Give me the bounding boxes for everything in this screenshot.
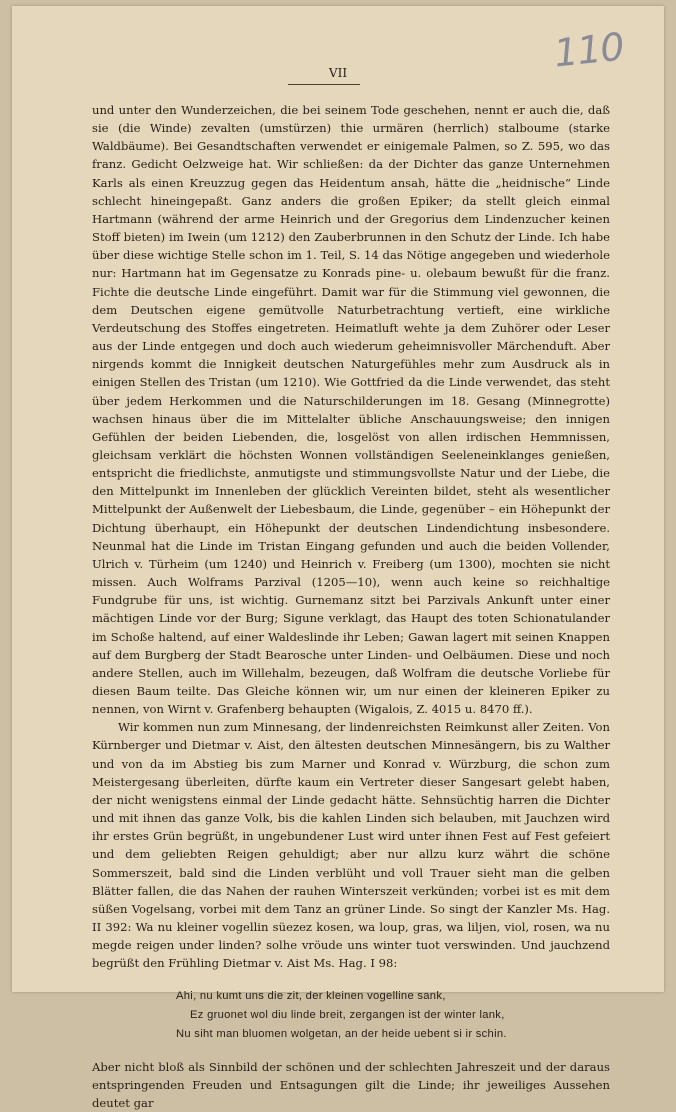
page-number: VII [328, 66, 348, 80]
paragraph-closing: Aber nicht bloß als Sinnbild der schönen und der schlechten Jahreszeit und der daraus entspringenden Freuden und Entsagungen gilt die Linde; ihr jeweiliges Aussehen deutet gar [92, 1059, 610, 1110]
paragraph-minnesang: Wir kommen nun zum Minnesang, der lindenreichsten Reimkunst aller Zeiten. Von Kürnberger und Dietmar v. Aist, den ältesten deutschen Minnesängern, bis zu Walther und von da im Abstieg bis zum Marner und Konrad v. Würzburg, die schon zum Meistergesang überleiten, dürfte kaum ein Vertreter dieser Sangesart gelebt haben, der nicht wenigstens einmal der Linde gedacht hätte. Sehnsüchtig harren die Dichter und mit ihnen das ganze Volk, bis die kahlen Linden sich belauben, mit Jauchzen wird ihr erstes Grün begrüßt, in ungebundener Lust wird unter ihnen Fest auf Fest gefeiert und dem geliebten Reigen gehuldigt; aber nur allzu kurz währt die schöne Sommerszeit, bald sind die Linden verblüht und voll Trauer sieht man die gelben Blätter fallen, die das Nahen der rauhen Winterszeit verkünden; vorbei ist es mit dem süßen Vogelsang, vorbei mit dem Tanz an grüner Linde. So singt der Kanzler Ms. Hag. II 392: Wa nu kleiner vogellin süezez kosen, wa loup, gras, wa liljen, viol, rosen, wa nu megde reigen under linden? solhe vröude uns winter tuot verswinden. Und jauchzend begrüßt den Frühling Dietmar v. Aist Ms. Hag. I 98: [92, 720, 610, 971]
poem-quote [176, 987, 610, 1044]
poem-line: Ahi, nu kumt uns die zit, der kleinen vogelline sank, [176, 989, 446, 1002]
body-text [92, 101, 610, 1112]
poem-line: Ez gruonet wol diu linde breit, zergangen ist der winter lank, [190, 1008, 505, 1021]
paragraph-epic-poets: und unter den Wunderzeichen, die bei seinem Tode geschehen, nennt er auch die, daß sie (die Winde) zevalten (umstürzen) thie urmären (herrlich) stalboume (starke Waldbäume). Bei Gesandtschaften verwendet er einigemale Palmen, so Z. 595, wo das franz. Gedicht Oelzweige hat. Wir schließen: da der Dichter das ganze Unternehmen Karls als einen Kreuzzug gegen das Heidentum ansah, hätte die „heidnische“ Linde schlecht hineingepaßt. Ganz anders die großen Epiker; da stellt gleich einmal Hartmann (während der arme Heinrich und der Gregorius dem Lindenzucher keinen Stoff bieten) im Iwein (um 1212) den Zauberbrunnen in den Schutz der Linde. Ich habe über diese wichtige Stelle schon im 1. Teil, S. 14 das Nötige angegeben und wiederhole nur: Hartmann hat im Gegensatze zu Konrads pine- u. olebaum bewußt für die franz. Fichte die deutsche Linde eingeführt. Damit war für die Stimmung viel gewonnen, die dem Deutschen eigene gemütvolle Naturbetrachtung vertieft, eine wirkliche Verdeutschung des Stoffes eingetreten. Heimatluft wehte ja dem Zuhörer oder Leser aus der Linde entgegen und doch auch wiederum geheimnisvoller Märchenduft. Aber nirgends kommt die Innigkeit deutschen Naturgefühles mehr zum Ausdruck als in einigen Stellen des Tristan (um 1210). Wie Gottfried da die Linde verwendet, das steht über jedem Herkommen und die Naturschilderungen im 18. Gesang (Minnegrotte) wachsen hinaus über die im Mittelalter übliche Anschauungsweise; den innigen Gefühlen der beiden Liebenden, die, losgelöst von allen irdischen Hemmnissen, gleichsam verklärt die höchsten Wonnen vollständigen Seeleneinklanges genießen, entspricht die friedlichste, anmutigste und stimmungsvollste Natur und der Liebe, die den Mittelpunkt im Innenleben der glücklich Vereinten bildet, steht als wesentlicher Mittelpunkt der Außenwelt der Liebesbaum, die Linde, gegenüber – ein Höhepunkt der Dichtung überhaupt, ein Höhepunkt der deutschen Lindendichtung insbesondere. Neunmal hat die Linde im Tristan Eingang gefunden und auch die beiden Vollender, Ulrich v. Türheim (um 1240) und Heinrich v. Freiberg (um 1300), mochten sie nicht missen. Auch Wolframs Parzival (1205—10), wenn auch keine so reichhaltige Fundgrube für uns, ist wichtig. Gurnemanz sitzt bei Parzivals Ankunft unter einer mächtigen Linde vor der Burg; Sigune verklagt, das Haupt des toten Schionatulander im Schoße haltend, auf einer Waldeslinde ihr Leben; Gawan lagert mit seinen Knappen auf dem Burgberg der Stadt Bearosche unter Linden- und Oelbäumen. Diese und noch andere Stellen, auch im Willehalm, bezeugen, daß Wolfram die deutsche Vorliebe für diesen Baum teilte. Das Gleiche können wir, um nur einen der kleineren Epiker zu nennen, von Wirnt v. Grafenberg behaupten (Wigalois, Z. 4015 u. 8470 ff.). [92, 103, 610, 717]
page-number-rule [288, 84, 360, 85]
poem-line: Nu siht man bluomen wolgetan, an der heide uebent si ir schin. [176, 1027, 507, 1040]
handwritten-page-number: 110 [552, 24, 627, 76]
book-page [12, 6, 664, 1110]
